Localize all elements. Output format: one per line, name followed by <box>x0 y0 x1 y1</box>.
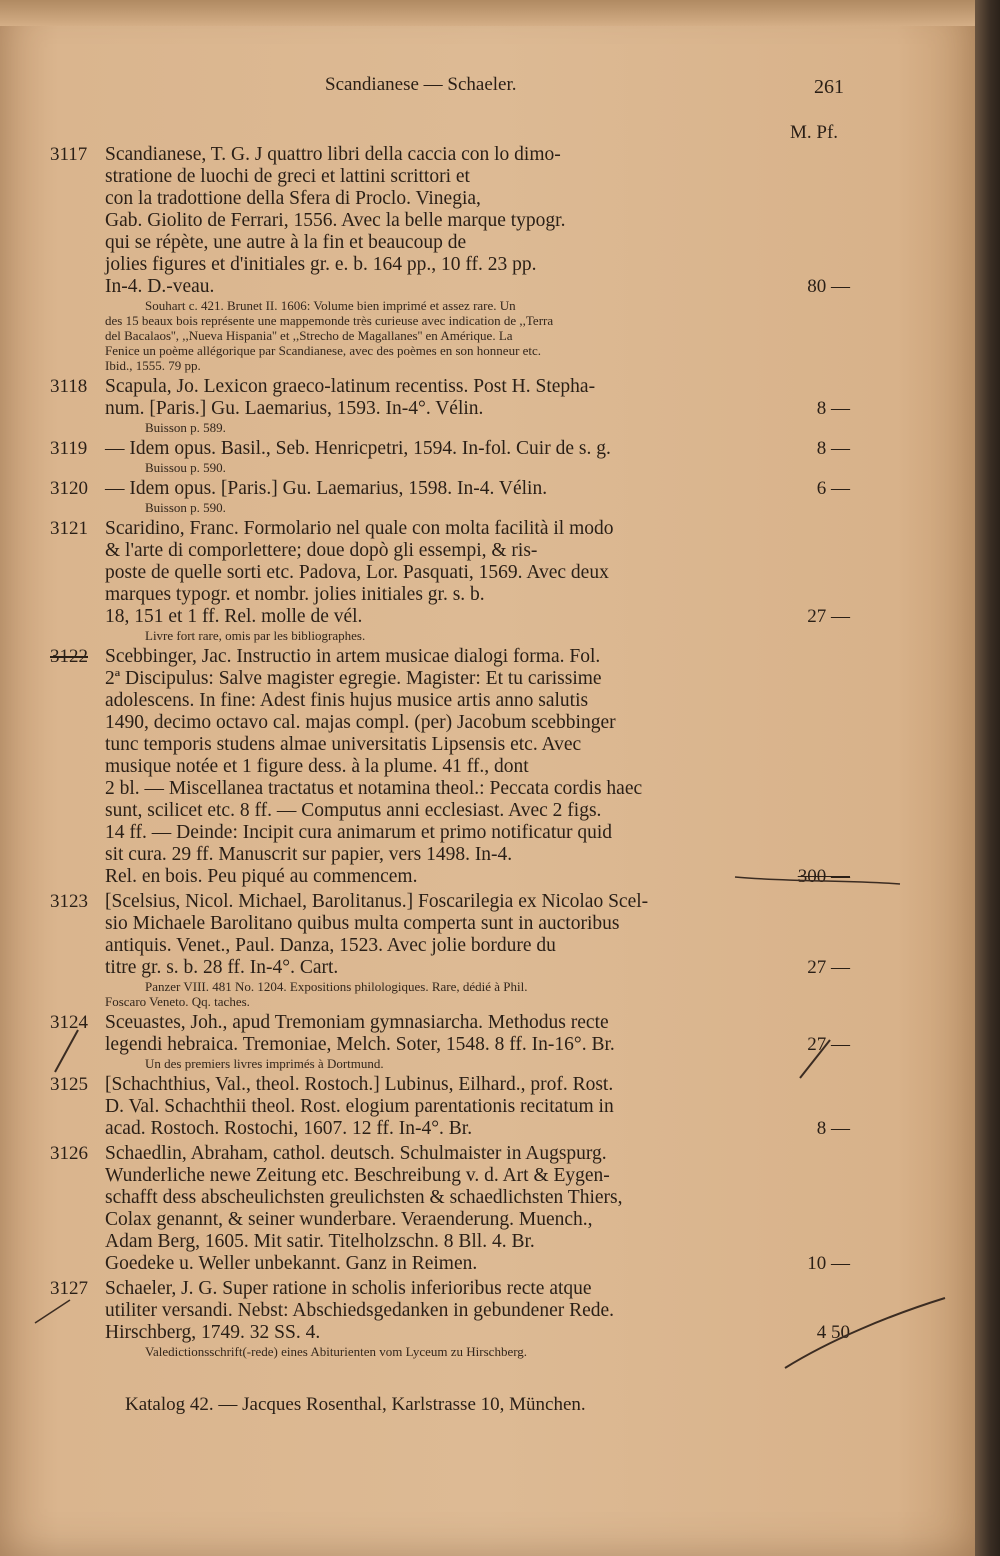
entry-line: legendi hebraica. Tremoniae, Melch. Soter, 1548. 8 ff. In-16°. Br. <box>105 1034 615 1055</box>
entry-line: 2 bl. — Miscellanea tractatus et notamina theol.: Peccata cordis haec <box>105 778 643 799</box>
catalog-entry <box>50 891 850 1009</box>
entry-line: 2ª Discipulus: Salve magister egregie. Magister: Et tu carissime <box>105 668 602 689</box>
entry-line: 1490, decimo octavo cal. majas compl. (per) Jacobum scebbinger <box>105 712 616 733</box>
entry-line: Colax genannt, & seiner wunderbare. Veraenderung. Muench., <box>105 1209 593 1230</box>
currency-heading: M. Pf. <box>790 122 839 143</box>
entry-line: sunt, scilicet etc. 8 ff. — Computus anni ecclesiast. Avec 2 figs. <box>105 800 602 821</box>
entry-note: Souhart c. 421. Brunet II. 1606: Volume bien imprimé et assez rare. Un <box>145 298 516 313</box>
entry-price: 300 — <box>797 866 850 887</box>
entry-number: 3125 <box>50 1074 88 1095</box>
entry-note: Foscaro Veneto. Qq. taches. <box>105 994 250 1009</box>
catalog-entry <box>50 1012 850 1071</box>
entry-line: Wunderliche newe Zeitung etc. Beschreibung v. d. Art & Eygen- <box>105 1165 610 1186</box>
page-number: 261 <box>814 76 844 98</box>
entry-number: 3122 <box>50 646 88 667</box>
entry-line: Adam Berg, 1605. Mit satir. Titelholzschn. 8 Bll. 4. Br. <box>105 1231 535 1252</box>
entry-text <box>105 144 835 298</box>
running-head: Scandianese — Schaeler. <box>325 74 517 95</box>
entry-note: Ibid., 1555. 79 pp. <box>105 358 201 373</box>
entry-note: Livre fort rare, omis par les bibliographes. <box>145 628 366 643</box>
entry-line: antiquis. Venet., Paul. Danza, 1523. Avec jolie bordure du <box>105 935 556 956</box>
entry-number: 3117 <box>50 144 88 165</box>
entry-line: Scebbinger, Jac. Instructio in artem musicae dialogi forma. Fol. <box>105 646 601 667</box>
entry-line: Schaedlin, Abraham, cathol. deutsch. Schulmaister in Augspurg. <box>105 1143 607 1164</box>
entry-line: Gab. Giolito de Ferrari, 1556. Avec la belle marque typogr. <box>105 210 566 231</box>
entry-line: Scapula, Jo. Lexicon graeco-latinum recentiss. Post H. Stepha- <box>105 376 596 397</box>
entry-line: Hirschberg, 1749. 32 SS. 4. <box>105 1322 321 1343</box>
entry-text <box>105 438 835 460</box>
entry-number: 3126 <box>50 1143 88 1164</box>
entry-number: 3127 <box>50 1278 88 1299</box>
entry-line: — Idem opus. [Paris.] Gu. Laemarius, 1598. In-4. Vélin. <box>105 478 548 499</box>
page-top-band <box>0 0 975 26</box>
entry-text <box>105 891 835 979</box>
entry-line: tunc temporis studens almae universitatis Lipsensis etc. Avec <box>105 734 582 755</box>
entry-text <box>105 646 835 888</box>
entry-line: jolies figures et d'initiales gr. e. b. 164 pp., 10 ff. 23 pp. <box>105 254 537 275</box>
catalog-entry <box>50 1143 850 1275</box>
entry-line: utiliter versandi. Nebst: Abschiedsgedanken in gebundener Rede. <box>105 1300 615 1321</box>
entry-line: con la tradottione della Sfera di Proclo. Vinegia, <box>105 188 481 209</box>
entry-price: 4 50 <box>816 1322 850 1343</box>
catalog-entry <box>50 646 850 888</box>
entry-line: [Schachthius, Val., theol. Rostoch.] Lubinus, Eilhard., prof. Rost. <box>105 1074 614 1095</box>
catalog-entry <box>50 438 850 475</box>
entry-number: 3121 <box>50 518 88 539</box>
entry-price: 80 — <box>807 276 850 297</box>
entry-line: sio Michaele Barolitano quibus multa comperta sunt in auctoribus <box>105 913 620 934</box>
entry-note: Buissou p. 590. <box>145 460 226 475</box>
entry-text <box>105 1074 835 1140</box>
entry-price: 10 — <box>807 1253 850 1274</box>
entry-line: schafft dess abscheulichsten greulichsten & schaedlichsten Thiers, <box>105 1187 623 1208</box>
entry-line: acad. Rostoch. Rostochi, 1607. 12 ff. In-4°. Br. <box>105 1118 473 1139</box>
entry-line: Sceuastes, Joh., apud Tremoniam gymnasiarcha. Methodus recte <box>105 1012 609 1033</box>
entry-line: 14 ff. — Deinde: Incipit cura animarum et primo notificatur quid <box>105 822 613 843</box>
entry-line: 18, 151 et 1 ff. Rel. molle de vél. <box>105 606 363 627</box>
entry-line: marques typogr. et nombr. jolies initiales gr. s. b. <box>105 584 485 605</box>
catalog-entry <box>50 518 850 643</box>
entry-line: adolescens. In fine: Adest finis hujus musice artis anno salutis <box>105 690 589 711</box>
entry-note: Un des premiers livres imprimés à Dortmund. <box>145 1056 384 1071</box>
entry-price: 8 — <box>816 438 850 459</box>
entry-line: Rel. en bois. Peu piqué au commencem. <box>105 866 418 887</box>
catalog-entries <box>50 144 850 1362</box>
entry-text <box>105 376 835 420</box>
catalog-entry <box>50 376 850 435</box>
entry-line: titre gr. s. b. 28 ff. In-4°. Cart. <box>105 957 339 978</box>
entry-price: 8 — <box>816 1118 850 1139</box>
entry-note: Buisson p. 590. <box>145 500 226 515</box>
entry-number: 3120 <box>50 478 88 499</box>
entry-text <box>105 1012 835 1056</box>
catalog-entry <box>50 478 850 515</box>
entry-line: D. Val. Schachthii theol. Rost. elogium parentationis recitatum in <box>105 1096 614 1117</box>
entry-price: 27 — <box>807 606 850 627</box>
entry-note: Valedictionsschrift(-rede) eines Abiturienten vom Lyceum zu Hirschberg. <box>145 1344 528 1359</box>
entry-note: Buisson p. 589. <box>145 420 226 435</box>
page-header <box>0 74 975 104</box>
entry-line: Scaridino, Franc. Formolario nel quale con molta facilità il modo <box>105 518 614 539</box>
entry-price: 27 — <box>807 1034 850 1055</box>
entry-line: Goedeke u. Weller unbekannt. Ganz in Reimen. <box>105 1253 478 1274</box>
entry-price: 6 — <box>816 478 850 499</box>
entry-note: del Bacalaos'', ,,Nueva Hispania'' et ,,Strecho de Magallanes'' en Amérique. La <box>105 328 513 343</box>
entry-note: Panzer VIII. 481 No. 1204. Expositions philologiques. Rare, dédié à Phil. <box>145 979 528 994</box>
entry-note: des 15 beaux bois représente une mappemonde très curieuse avec indication de ,,Terra <box>105 313 554 328</box>
entry-number: 3118 <box>50 376 88 397</box>
book-edge <box>975 0 1000 1556</box>
catalog-entry <box>50 1278 850 1359</box>
entry-note: Fenice un poème allégorique par Scandianese, avec des poèmes en son honneur etc. <box>105 343 542 358</box>
catalog-entry <box>50 144 850 373</box>
entry-line: qui se répète, une autre à la fin et beaucoup de <box>105 232 467 253</box>
entry-number: 3123 <box>50 891 88 912</box>
entry-line: [Scelsius, Nicol. Michael, Barolitanus.] Foscarilegia ex Nicolao Scel- <box>105 891 649 912</box>
entry-text <box>105 1278 835 1344</box>
entry-line: num. [Paris.] Gu. Laemarius, 1593. In-4°. Vélin. <box>105 398 484 419</box>
entry-text <box>105 1143 835 1275</box>
entry-number: 3119 <box>50 438 88 459</box>
page-footer: Katalog 42. — Jacques Rosenthal, Karlstrasse 10, München. <box>125 1394 586 1415</box>
entry-number: 3124 <box>50 1012 88 1033</box>
entry-line: poste de quelle sorti etc. Padova, Lor. Pasquati, 1569. Avec deux <box>105 562 609 583</box>
entry-line: & l'arte di comporlettere; doue dopò gli essempi, & ris- <box>105 540 538 561</box>
catalog-entry <box>50 1074 850 1140</box>
entry-line: sit cura. 29 ff. Manuscrit sur papier, vers 1498. In-4. <box>105 844 513 865</box>
entry-price: 27 — <box>807 957 850 978</box>
entry-text <box>105 478 835 500</box>
entry-line: musique notée et 1 figure dess. à la plume. 41 ff., dont <box>105 756 529 777</box>
entry-line: In-4. D.-veau. <box>105 276 215 297</box>
entry-line: Schaeler, J. G. Super ratione in scholis inferioribus recte atque <box>105 1278 592 1299</box>
entry-line: stratione de luochi de greci et lattini scrittori et <box>105 166 470 187</box>
entry-text <box>105 518 835 628</box>
entry-line: Scandianese, T. G. J quattro libri della caccia con lo dimo- <box>105 144 561 165</box>
entry-line: — Idem opus. Basil., Seb. Henricpetri, 1594. In-fol. Cuir de s. g. <box>105 438 611 459</box>
entry-price: 8 — <box>816 398 850 419</box>
